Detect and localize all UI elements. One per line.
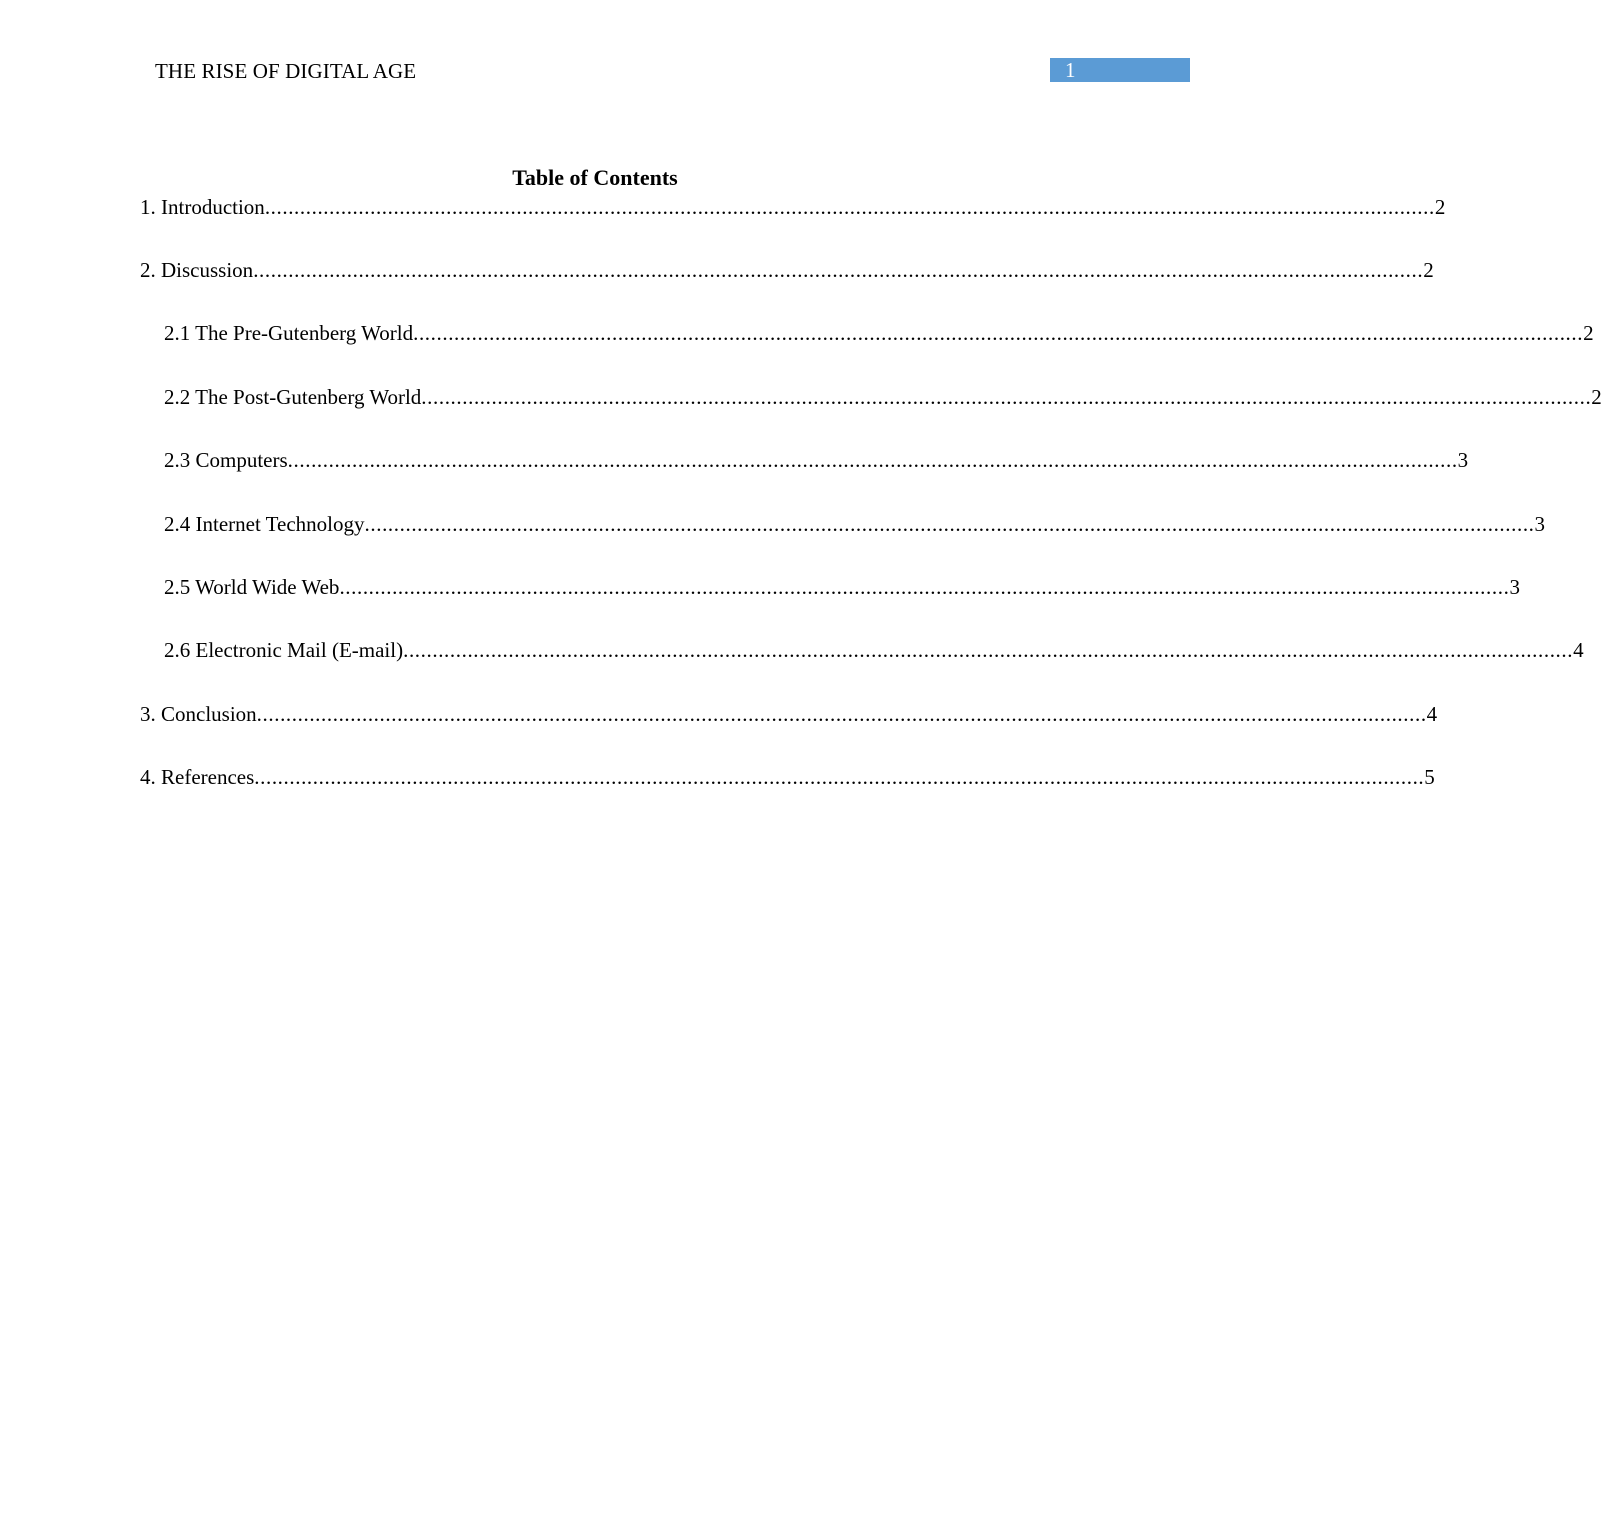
toc-entry-label: 1. Introduction	[140, 195, 265, 219]
toc-entry-label: 2.2 The Post-Gutenberg World	[164, 385, 422, 409]
dot-leader: ........................................................................................................................................................................................................	[339, 575, 1510, 599]
toc-entry-world-wide-web[interactable]	[164, 574, 1520, 600]
toc-entry-references[interactable]	[140, 764, 1435, 790]
dot-leader: ........................................................................................................................................................................................................	[264, 195, 1435, 219]
toc-entry-page: 3	[1534, 512, 1546, 536]
dot-leader: ........................................................................................................................................................................................................	[253, 258, 1424, 282]
toc-entry-discussion[interactable]	[140, 257, 1434, 283]
toc-entry-label: 2.1 The Pre-Gutenberg World	[164, 321, 414, 345]
toc-entry-page: 4	[1573, 638, 1584, 662]
toc-entry-post-gutenberg[interactable]	[164, 384, 1602, 410]
toc-entry-label: 3. Conclusion	[140, 702, 257, 726]
dot-leader: ........................................................................................................................................................................................................	[421, 385, 1592, 409]
page-number: 1	[1065, 58, 1076, 82]
toc-entry-label: 2.5 World Wide Web	[164, 575, 340, 599]
toc-entry-page: 3	[1509, 575, 1520, 599]
toc-entry-introduction[interactable]	[140, 194, 1446, 220]
toc-entry-page: 2	[1423, 258, 1434, 282]
toc-entry-label: 2.6 Electronic Mail (E-mail)	[164, 638, 404, 662]
toc-entry-label: 2.4 Internet Technology	[164, 512, 365, 536]
dot-leader: ........................................................................................................................................................................................................	[256, 702, 1427, 726]
toc-entry-page: 4	[1426, 702, 1438, 726]
toc-entry-internet-technology[interactable]	[164, 511, 1546, 537]
toc-entry-conclusion[interactable]	[140, 701, 1438, 727]
dot-leader: ........................................................................................................................................................................................................	[413, 321, 1584, 345]
toc-entry-page: 2	[1591, 385, 1602, 409]
toc-entry-page: 5	[1424, 765, 1435, 789]
toc-entry-computers[interactable]	[164, 447, 1469, 473]
toc-entry-page: 2	[1434, 195, 1446, 219]
toc-entry-label: 2. Discussion	[140, 258, 254, 282]
dot-leader: ........................................................................................................................................................................................................	[254, 765, 1425, 789]
toc-entry-label: 2.3 Computers	[164, 448, 288, 472]
toc-entry-electronic-mail[interactable]	[164, 637, 1584, 663]
running-head: THE RISE OF DIGITAL AGE	[155, 59, 417, 83]
dot-leader: ........................................................................................................................................................................................................	[403, 638, 1574, 662]
toc-entry-pre-gutenberg[interactable]	[164, 320, 1594, 346]
toc-title: Table of Contents	[512, 165, 678, 190]
toc-entry-page: 3	[1457, 448, 1469, 472]
dot-leader: ........................................................................................................................................................................................................	[287, 448, 1458, 472]
toc-entry-label: 4. References	[140, 765, 255, 789]
dot-leader: ........................................................................................................................................................................................................	[364, 512, 1535, 536]
toc-entry-page: 2	[1583, 321, 1594, 345]
